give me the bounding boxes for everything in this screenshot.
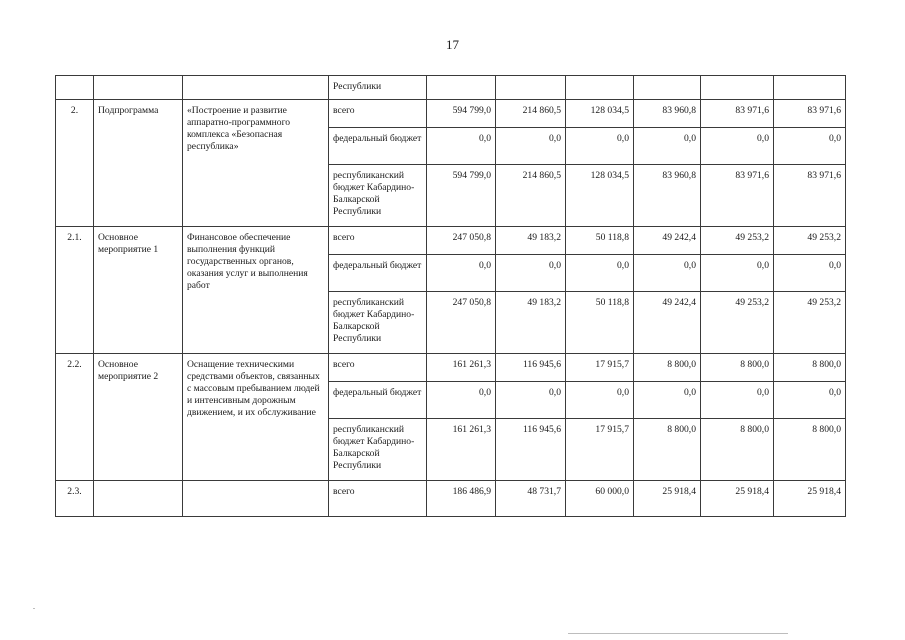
value-cell: 49 253,2 xyxy=(774,227,846,255)
value-cell: 49 242,4 xyxy=(634,227,701,255)
value-cell: 49 253,2 xyxy=(701,227,774,255)
source-cell: республиканский бюджет Кабардино-Балкарской Республики xyxy=(329,165,427,227)
item-name-cell xyxy=(94,481,183,517)
value-cell: 186 486,9 xyxy=(427,481,496,517)
value-cell: 247 050,8 xyxy=(427,292,496,354)
value-cell: 0,0 xyxy=(566,128,634,165)
table-row xyxy=(56,354,846,382)
value-cell: 48 731,7 xyxy=(496,481,566,517)
value-cell: 83 960,8 xyxy=(634,165,701,227)
value-cell: 25 918,4 xyxy=(774,481,846,517)
source-cell: федеральный бюджет xyxy=(329,382,427,419)
empty-cell xyxy=(94,76,183,100)
empty-cell xyxy=(701,76,774,100)
item-number-cell: 2.3. xyxy=(56,481,94,517)
value-cell: 128 034,5 xyxy=(566,165,634,227)
value-cell: 8 800,0 xyxy=(701,419,774,481)
value-cell: 8 800,0 xyxy=(774,419,846,481)
value-cell: 0,0 xyxy=(427,382,496,419)
source-cell: Республики xyxy=(329,76,427,100)
value-cell: 0,0 xyxy=(427,255,496,292)
value-cell: 214 860,5 xyxy=(496,165,566,227)
value-cell: 49 253,2 xyxy=(774,292,846,354)
empty-cell xyxy=(496,76,566,100)
value-cell: 0,0 xyxy=(774,255,846,292)
item-number-cell: 2.1. xyxy=(56,227,94,354)
value-cell: 594 799,0 xyxy=(427,100,496,128)
value-cell: 0,0 xyxy=(496,382,566,419)
page-number: 17 xyxy=(446,37,459,52)
value-cell: 49 183,2 xyxy=(496,292,566,354)
item-number-cell: 2. xyxy=(56,100,94,227)
value-cell: 49 253,2 xyxy=(701,292,774,354)
source-cell: республиканский бюджет Кабардино-Балкарской Республики xyxy=(329,419,427,481)
value-cell: 116 945,6 xyxy=(496,354,566,382)
value-cell: 8 800,0 xyxy=(701,354,774,382)
value-cell: 161 261,3 xyxy=(427,354,496,382)
value-cell: 49 183,2 xyxy=(496,227,566,255)
source-cell: всего xyxy=(329,227,427,255)
value-cell: 83 960,8 xyxy=(634,100,701,128)
budget-table xyxy=(55,75,846,517)
source-cell: всего xyxy=(329,354,427,382)
value-cell: 0,0 xyxy=(566,382,634,419)
value-cell: 8 800,0 xyxy=(634,354,701,382)
table-row xyxy=(56,76,846,100)
value-cell: 116 945,6 xyxy=(496,419,566,481)
scan-artifact xyxy=(33,608,35,609)
value-cell: 161 261,3 xyxy=(427,419,496,481)
value-cell: 0,0 xyxy=(634,128,701,165)
source-cell: федеральный бюджет xyxy=(329,128,427,165)
table-row xyxy=(56,100,846,128)
value-cell: 0,0 xyxy=(496,128,566,165)
source-cell: всего xyxy=(329,100,427,128)
value-cell: 0,0 xyxy=(496,255,566,292)
empty-cell xyxy=(183,76,329,100)
value-cell: 83 971,6 xyxy=(701,165,774,227)
value-cell: 8 800,0 xyxy=(634,419,701,481)
value-cell: 0,0 xyxy=(634,255,701,292)
item-number-cell: 2.2. xyxy=(56,354,94,481)
item-description-cell: «Построение и развитие аппаратно-программного комплекса «Безопасная республика» xyxy=(183,100,329,227)
item-name-cell: Основное мероприятие 2 xyxy=(94,354,183,481)
value-cell: 0,0 xyxy=(701,255,774,292)
item-name-cell: Подпрограмма xyxy=(94,100,183,227)
value-cell: 0,0 xyxy=(427,128,496,165)
value-cell: 49 242,4 xyxy=(634,292,701,354)
value-cell: 214 860,5 xyxy=(496,100,566,128)
value-cell: 25 918,4 xyxy=(634,481,701,517)
value-cell: 0,0 xyxy=(774,128,846,165)
value-cell: 25 918,4 xyxy=(701,481,774,517)
table-row xyxy=(56,481,846,517)
scan-artifact xyxy=(568,633,788,634)
empty-cell xyxy=(427,76,496,100)
empty-cell xyxy=(774,76,846,100)
empty-cell xyxy=(56,76,94,100)
value-cell: 128 034,5 xyxy=(566,100,634,128)
value-cell: 83 971,6 xyxy=(701,100,774,128)
item-name-cell: Основное мероприятие 1 xyxy=(94,227,183,354)
source-cell: всего xyxy=(329,481,427,517)
value-cell: 17 915,7 xyxy=(566,354,634,382)
source-cell: федеральный бюджет xyxy=(329,255,427,292)
empty-cell xyxy=(634,76,701,100)
value-cell: 50 118,8 xyxy=(566,292,634,354)
item-description-cell: Оснащение техническими средствами объектов, связанных с массовым пребыванием людей и интенсивным дорожным движением, и их обслуживание xyxy=(183,354,329,481)
table-row xyxy=(56,227,846,255)
source-cell: республиканский бюджет Кабардино-Балкарской Республики xyxy=(329,292,427,354)
value-cell: 247 050,8 xyxy=(427,227,496,255)
value-cell: 0,0 xyxy=(701,128,774,165)
value-cell: 60 000,0 xyxy=(566,481,634,517)
value-cell: 0,0 xyxy=(774,382,846,419)
value-cell: 0,0 xyxy=(634,382,701,419)
value-cell: 0,0 xyxy=(701,382,774,419)
empty-cell xyxy=(566,76,634,100)
item-description-cell: Финансовое обеспечение выполнения функций государственных органов, оказания услуг и выполнения работ xyxy=(183,227,329,354)
value-cell: 0,0 xyxy=(566,255,634,292)
value-cell: 83 971,6 xyxy=(774,100,846,128)
value-cell: 50 118,8 xyxy=(566,227,634,255)
value-cell: 83 971,6 xyxy=(774,165,846,227)
item-description-cell xyxy=(183,481,329,517)
value-cell: 594 799,0 xyxy=(427,165,496,227)
value-cell: 8 800,0 xyxy=(774,354,846,382)
value-cell: 17 915,7 xyxy=(566,419,634,481)
